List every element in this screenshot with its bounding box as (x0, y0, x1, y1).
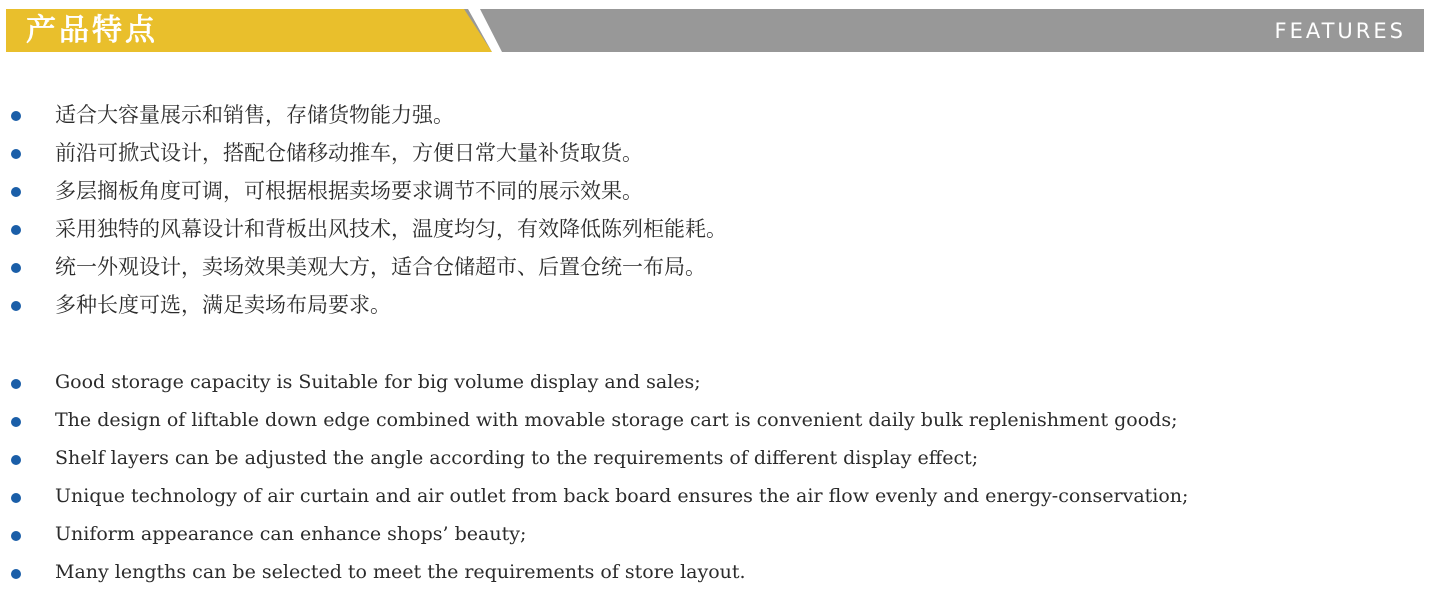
header-banner (6, 9, 1424, 52)
section-title-en: FEATURES (1274, 19, 1406, 43)
bullet-dot-icon (11, 111, 21, 121)
feature-text-en: Good storage capacity is Suitable for big volume display and sales; (55, 371, 701, 393)
feature-text-en: Unique technology of air curtain and air outlet from back board ensures the air flow evenly and energy-conservation; (55, 485, 1189, 507)
bullet-dot-icon (11, 455, 21, 465)
feature-text-cn: 多种长度可选，满足卖场布局要求。 (55, 293, 391, 317)
feature-text-cn: 统一外观设计，卖场效果美观大方，适合仓储超市、后置仓统一布局。 (55, 255, 706, 279)
bullet-dot-icon (11, 149, 21, 159)
feature-text-cn: 前沿可掀式设计，搭配仓储移动推车，方便日常大量补货取货。 (55, 141, 643, 165)
feature-text-cn: 多层搁板角度可调，可根据根据卖场要求调节不同的展示效果。 (55, 179, 643, 203)
bullet-dot-icon (11, 493, 21, 503)
bullet-dot-icon (11, 263, 21, 273)
feature-text-en: Many lengths can be selected to meet the requirements of store layout. (55, 561, 746, 583)
section-title-cn: 产品特点 (26, 13, 158, 48)
bullet-dot-icon (11, 225, 21, 235)
feature-text-en: Shelf layers can be adjusted the angle according to the requirements of different display effect; (55, 447, 979, 469)
bullet-dot-icon (11, 417, 21, 427)
bullet-dot-icon (11, 379, 21, 389)
bullet-dot-icon (11, 531, 21, 541)
feature-text-cn: 采用独特的风幕设计和背板出风技术，温度均匀，有效降低陈列柜能耗。 (55, 217, 727, 241)
feature-text-cn: 适合大容量展示和销售，存储货物能力强。 (55, 103, 454, 127)
feature-text-en: The design of liftable down edge combined with movable storage cart is convenient daily bulk replenishment goods; (55, 409, 1178, 431)
bullet-dot-icon (11, 187, 21, 197)
bullet-dot-icon (11, 301, 21, 311)
feature-text-en: Uniform appearance can enhance shops’ beauty; (55, 523, 527, 545)
bullet-dot-icon (11, 569, 21, 579)
